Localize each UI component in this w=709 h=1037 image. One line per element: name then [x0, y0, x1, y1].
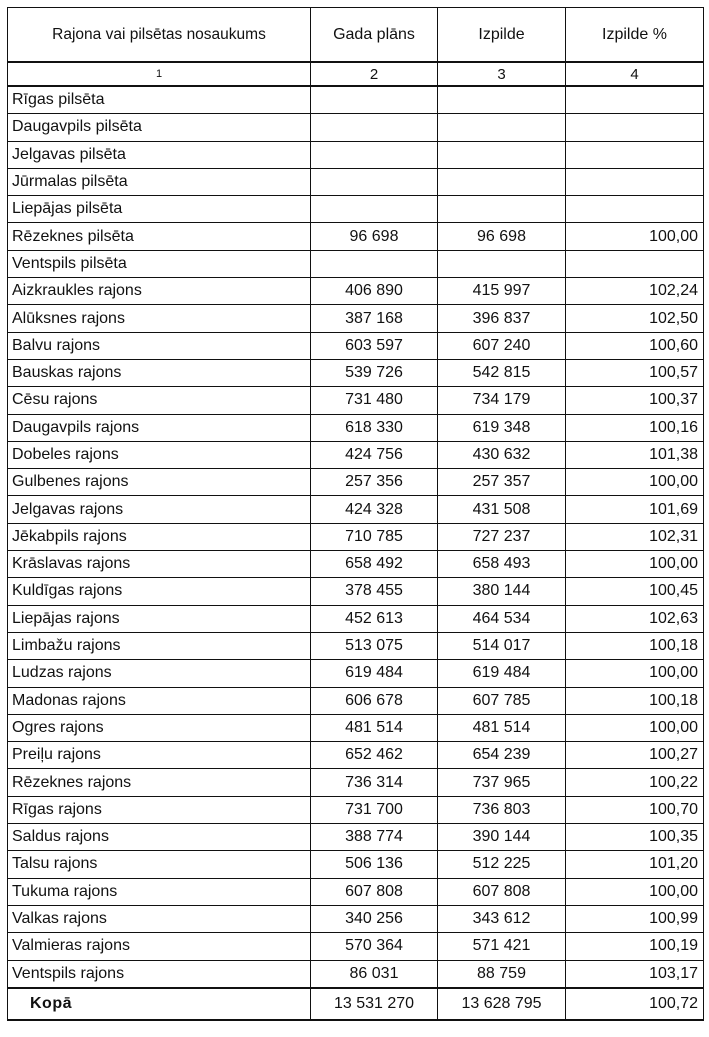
- table-row: [8, 551, 704, 578]
- row-percent: [566, 114, 704, 141]
- column-number: 4: [566, 62, 704, 86]
- row-execution: 658 493: [438, 551, 566, 578]
- row-execution: 380 144: [438, 578, 566, 605]
- row-name: Jelgavas rajons: [8, 496, 311, 523]
- row-name: Rīgas pilsēta: [8, 86, 311, 114]
- header-row: [8, 8, 704, 63]
- budget-execution-table: [7, 7, 704, 1021]
- table-row: [8, 496, 704, 523]
- row-execution: 512 225: [438, 851, 566, 878]
- row-plan: [311, 168, 438, 195]
- row-percent: 100,99: [566, 905, 704, 932]
- table-row: [8, 278, 704, 305]
- row-plan: 619 484: [311, 660, 438, 687]
- table-row: [8, 769, 704, 796]
- row-plan: 603 597: [311, 332, 438, 359]
- row-percent: 100,19: [566, 933, 704, 960]
- table-row: [8, 168, 704, 195]
- row-name: Limbažu rajons: [8, 632, 311, 659]
- row-plan: 652 462: [311, 742, 438, 769]
- row-percent: 100,22: [566, 769, 704, 796]
- row-percent: 100,00: [566, 551, 704, 578]
- row-execution: [438, 168, 566, 195]
- row-plan: 513 075: [311, 632, 438, 659]
- row-execution: 571 421: [438, 933, 566, 960]
- row-name: Aizkraukles rajons: [8, 278, 311, 305]
- row-plan: 736 314: [311, 769, 438, 796]
- row-name: Alūksnes rajons: [8, 305, 311, 332]
- row-plan: 607 808: [311, 878, 438, 905]
- row-execution: 390 144: [438, 824, 566, 851]
- row-execution: [438, 141, 566, 168]
- row-percent: 100,00: [566, 714, 704, 741]
- header-district-name: Rajona vai pilsētas nosaukums: [8, 8, 311, 63]
- row-execution: 607 808: [438, 878, 566, 905]
- row-name: Rēzeknes pilsēta: [8, 223, 311, 250]
- row-percent: 100,00: [566, 878, 704, 905]
- row-percent: [566, 86, 704, 114]
- row-execution: 481 514: [438, 714, 566, 741]
- header-execution-percent: Izpilde %: [566, 8, 704, 63]
- row-percent: 100,37: [566, 387, 704, 414]
- table-row: [8, 905, 704, 932]
- column-number: 1: [8, 62, 311, 86]
- row-percent: 102,50: [566, 305, 704, 332]
- total-plan: 13 531 270: [311, 988, 438, 1020]
- row-execution: [438, 250, 566, 277]
- row-plan: 606 678: [311, 687, 438, 714]
- row-execution: 257 357: [438, 469, 566, 496]
- table-body: [8, 86, 704, 988]
- total-execution: 13 628 795: [438, 988, 566, 1020]
- row-plan: 658 492: [311, 551, 438, 578]
- row-execution: 607 785: [438, 687, 566, 714]
- row-percent: 100,35: [566, 824, 704, 851]
- row-name: Balvu rajons: [8, 332, 311, 359]
- row-percent: 100,00: [566, 223, 704, 250]
- table-row: [8, 387, 704, 414]
- header-execution: Izpilde: [438, 8, 566, 63]
- row-name: Jelgavas pilsēta: [8, 141, 311, 168]
- row-plan: 506 136: [311, 851, 438, 878]
- row-percent: 102,24: [566, 278, 704, 305]
- row-name: Jēkabpils rajons: [8, 523, 311, 550]
- row-execution: 737 965: [438, 769, 566, 796]
- row-execution: 619 348: [438, 414, 566, 441]
- row-name: Gulbenes rajons: [8, 469, 311, 496]
- row-plan: 257 356: [311, 469, 438, 496]
- row-name: Krāslavas rajons: [8, 551, 311, 578]
- row-execution: 734 179: [438, 387, 566, 414]
- row-execution: 654 239: [438, 742, 566, 769]
- row-plan: [311, 141, 438, 168]
- row-plan: [311, 196, 438, 223]
- row-execution: 415 997: [438, 278, 566, 305]
- row-execution: [438, 86, 566, 114]
- row-name: Cēsu rajons: [8, 387, 311, 414]
- row-plan: 424 756: [311, 441, 438, 468]
- table-row: [8, 523, 704, 550]
- row-plan: 731 700: [311, 796, 438, 823]
- column-number: 3: [438, 62, 566, 86]
- table-row: [8, 114, 704, 141]
- row-execution: 727 237: [438, 523, 566, 550]
- row-percent: 100,00: [566, 469, 704, 496]
- row-execution: 430 632: [438, 441, 566, 468]
- row-name: Talsu rajons: [8, 851, 311, 878]
- row-percent: 100,70: [566, 796, 704, 823]
- row-plan: [311, 114, 438, 141]
- row-plan: 452 613: [311, 605, 438, 632]
- table-row: [8, 933, 704, 960]
- row-name: Daugavpils rajons: [8, 414, 311, 441]
- row-plan: 340 256: [311, 905, 438, 932]
- row-percent: 101,38: [566, 441, 704, 468]
- row-name: Liepājas pilsēta: [8, 196, 311, 223]
- row-percent: [566, 141, 704, 168]
- row-percent: [566, 196, 704, 223]
- row-percent: 100,16: [566, 414, 704, 441]
- row-plan: 86 031: [311, 960, 438, 988]
- total-row: [8, 988, 704, 1020]
- row-percent: 101,20: [566, 851, 704, 878]
- table-row: [8, 196, 704, 223]
- row-execution: 431 508: [438, 496, 566, 523]
- row-percent: [566, 250, 704, 277]
- row-execution: 343 612: [438, 905, 566, 932]
- table-row: [8, 660, 704, 687]
- row-name: Dobeles rajons: [8, 441, 311, 468]
- row-execution: 464 534: [438, 605, 566, 632]
- table-row: [8, 141, 704, 168]
- row-percent: 102,63: [566, 605, 704, 632]
- row-plan: 710 785: [311, 523, 438, 550]
- row-name: Rēzeknes rajons: [8, 769, 311, 796]
- row-execution: 736 803: [438, 796, 566, 823]
- row-name: Daugavpils pilsēta: [8, 114, 311, 141]
- table-row: [8, 632, 704, 659]
- row-execution: 542 815: [438, 359, 566, 386]
- table-row: [8, 851, 704, 878]
- row-percent: 100,18: [566, 687, 704, 714]
- table-row: [8, 824, 704, 851]
- row-percent: 103,17: [566, 960, 704, 988]
- row-percent: 100,00: [566, 660, 704, 687]
- row-percent: 101,69: [566, 496, 704, 523]
- row-execution: 88 759: [438, 960, 566, 988]
- table-row: [8, 223, 704, 250]
- row-name: Valkas rajons: [8, 905, 311, 932]
- row-percent: 100,18: [566, 632, 704, 659]
- row-percent: 102,31: [566, 523, 704, 550]
- table-row: [8, 878, 704, 905]
- row-plan: 618 330: [311, 414, 438, 441]
- column-number-row: [8, 62, 704, 86]
- row-name: Jūrmalas pilsēta: [8, 168, 311, 195]
- row-percent: 100,27: [566, 742, 704, 769]
- total-label: Kopā: [8, 988, 311, 1020]
- table-row: [8, 796, 704, 823]
- row-plan: 481 514: [311, 714, 438, 741]
- row-name: Saldus rajons: [8, 824, 311, 851]
- row-percent: 100,57: [566, 359, 704, 386]
- row-name: Ventspils pilsēta: [8, 250, 311, 277]
- row-name: Ventspils rajons: [8, 960, 311, 988]
- row-name: Kuldīgas rajons: [8, 578, 311, 605]
- row-plan: 731 480: [311, 387, 438, 414]
- row-plan: 387 168: [311, 305, 438, 332]
- table-row: [8, 250, 704, 277]
- table-row: [8, 742, 704, 769]
- row-execution: 396 837: [438, 305, 566, 332]
- row-plan: 539 726: [311, 359, 438, 386]
- row-execution: 96 698: [438, 223, 566, 250]
- row-plan: 388 774: [311, 824, 438, 851]
- table-row: [8, 441, 704, 468]
- table-row: [8, 332, 704, 359]
- row-name: Ogres rajons: [8, 714, 311, 741]
- table-row: [8, 605, 704, 632]
- table-row: [8, 414, 704, 441]
- row-name: Tukuma rajons: [8, 878, 311, 905]
- table-row: [8, 305, 704, 332]
- row-execution: 514 017: [438, 632, 566, 659]
- table-row: [8, 469, 704, 496]
- table-row: [8, 960, 704, 988]
- row-execution: [438, 196, 566, 223]
- row-percent: 100,60: [566, 332, 704, 359]
- row-name: Bauskas rajons: [8, 359, 311, 386]
- row-plan: 424 328: [311, 496, 438, 523]
- row-name: Ludzas rajons: [8, 660, 311, 687]
- row-plan: [311, 250, 438, 277]
- row-plan: 378 455: [311, 578, 438, 605]
- column-number: 2: [311, 62, 438, 86]
- row-execution: [438, 114, 566, 141]
- row-name: Valmieras rajons: [8, 933, 311, 960]
- header-annual-plan: Gada plāns: [311, 8, 438, 63]
- row-plan: 570 364: [311, 933, 438, 960]
- table-row: [8, 687, 704, 714]
- row-plan: 96 698: [311, 223, 438, 250]
- total-percent: 100,72: [566, 988, 704, 1020]
- row-percent: [566, 168, 704, 195]
- row-execution: 619 484: [438, 660, 566, 687]
- row-name: Madonas rajons: [8, 687, 311, 714]
- table-row: [8, 578, 704, 605]
- table-row: [8, 714, 704, 741]
- table-row: [8, 359, 704, 386]
- row-plan: 406 890: [311, 278, 438, 305]
- row-name: Rīgas rajons: [8, 796, 311, 823]
- row-execution: 607 240: [438, 332, 566, 359]
- row-plan: [311, 86, 438, 114]
- row-name: Preiļu rajons: [8, 742, 311, 769]
- row-name: Liepājas rajons: [8, 605, 311, 632]
- table-row: [8, 86, 704, 114]
- row-percent: 100,45: [566, 578, 704, 605]
